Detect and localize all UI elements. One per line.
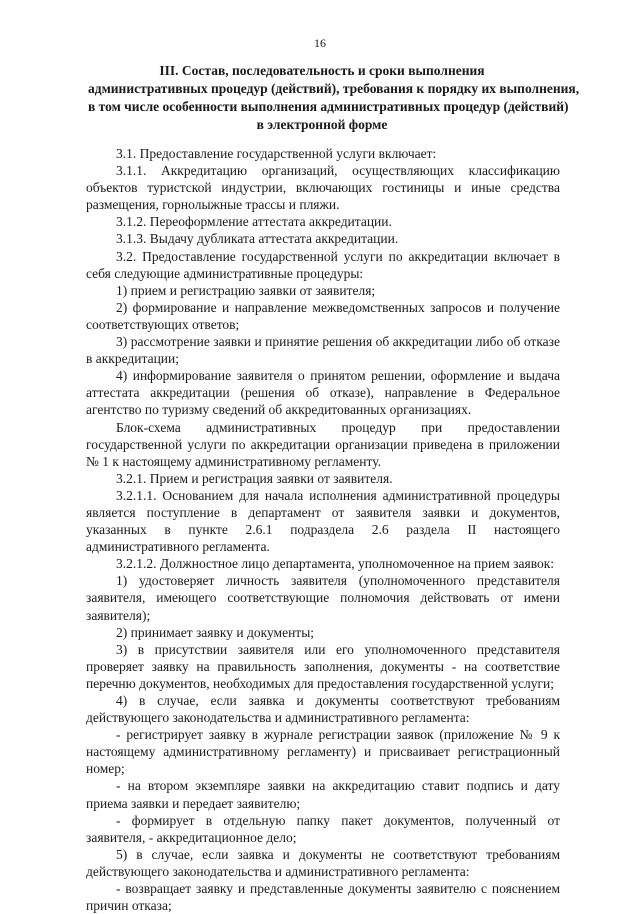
heading-line: в том числе особенности выполнения административных процедур (действий) xyxy=(88,99,569,114)
list-item: 1) прием и регистрацию заявки от заявителя; xyxy=(116,282,376,298)
list-item: 5) в случае, если заявка и документы не соответствуют требованиям действующего законодательства и административного регламента: xyxy=(86,846,560,879)
paragraph-block-scheme: Блок-схема административных процедур при предоставлении государственной услуги по аккредитации организации приведена в приложении № 1 к настоящему административному регламенту. xyxy=(86,419,560,469)
section-heading xyxy=(88,62,580,134)
heading-line: административных процедур (действий), требования к порядку их выполнения, xyxy=(88,81,580,96)
sub-list-item: - формирует в отдельную папку пакет документов, полученный от заявителя, - аккредитационное дело; xyxy=(86,812,560,845)
paragraph-3-1-3: 3.1.3. Выдачу дубликата аттестата аккредитации. xyxy=(116,231,399,247)
list-item: 3) рассмотрение заявки и принятие решения об аккредитации либо об отказе в аккредитации; xyxy=(86,334,560,367)
heading-line: III. Состав, последовательность и сроки выполнения xyxy=(159,63,485,78)
list-item: 4) информирование заявителя о принятом решении, оформление и выдача аттестата аккредитации (решения об отказе), направление в Федеральное агентство по туризму сведений об аккредитованных организациях. xyxy=(86,368,560,418)
paragraph-3-2: 3.2. Предоставление государственной услуги по аккредитации включает в себя следующие административные процедуры: xyxy=(86,248,560,281)
heading-line: в электронной форме xyxy=(256,117,388,132)
page-number: 16 xyxy=(314,36,326,50)
paragraph-3-1: 3.1. Предоставление государственной услуги включает: xyxy=(116,146,437,161)
sub-list-item: - возвращает заявку и представленные документы заявителю с пояснением причин отказа; xyxy=(86,881,560,914)
paragraph-3-2-1-2: 3.2.1.2. Должностное лицо департамента, уполномоченное на прием заявок: xyxy=(116,556,555,572)
paragraph-3-2-1: 3.2.1. Прием и регистрация заявки от заявителя. xyxy=(116,470,393,486)
list-item: 1) удостоверяет личность заявителя (уполномоченного представителя заявителя, имеющего соответствующие полномочия действовать от имени заявителя); xyxy=(86,573,560,623)
list-item: 2) формирование и направление межведомственных запросов и получение соответствующих ответов; xyxy=(86,299,560,332)
sub-list-item: - регистрирует заявку в журнале регистрации заявок (приложение № 9 к настоящему административному регламенту) и присваивает регистрационный номер; xyxy=(86,727,560,777)
paragraph-3-2-1-1: 3.2.1.1. Основанием для начала исполнения административной процедуры является поступление в департамент от заявителя заявки и документов, указанных в пункте 2.6.1 подраздела 2.6 раздела II настоящего административного регламента. xyxy=(86,487,560,555)
paragraph-3-1-2: 3.1.2. Переоформление аттестата аккредитации. xyxy=(116,214,392,230)
list-item: 3) в присутствии заявителя или его уполномоченного представителя проверяет заявку на правильность заполнения, документы - на соответствие перечню документов, необходимых для предоставления государственной услуги; xyxy=(86,641,560,691)
list-item: 4) в случае, если заявка и документы соответствуют требованиям действующего законодательства и административного регламента: xyxy=(86,693,560,726)
list-item: 2) принимает заявку и документы; xyxy=(116,624,315,640)
paragraph-3-1-1: 3.1.1. Аккредитацию организаций, осуществляющих классификацию объектов туристской индустрии, включающих гостиницы и иные средства размещения, горнолыжные трассы и пляжи. xyxy=(86,163,560,213)
sub-list-item: - на втором экземпляре заявки на аккредитацию ставит подпись и дату приема заявки и передает заявителю; xyxy=(86,778,560,811)
section-body xyxy=(86,145,560,914)
